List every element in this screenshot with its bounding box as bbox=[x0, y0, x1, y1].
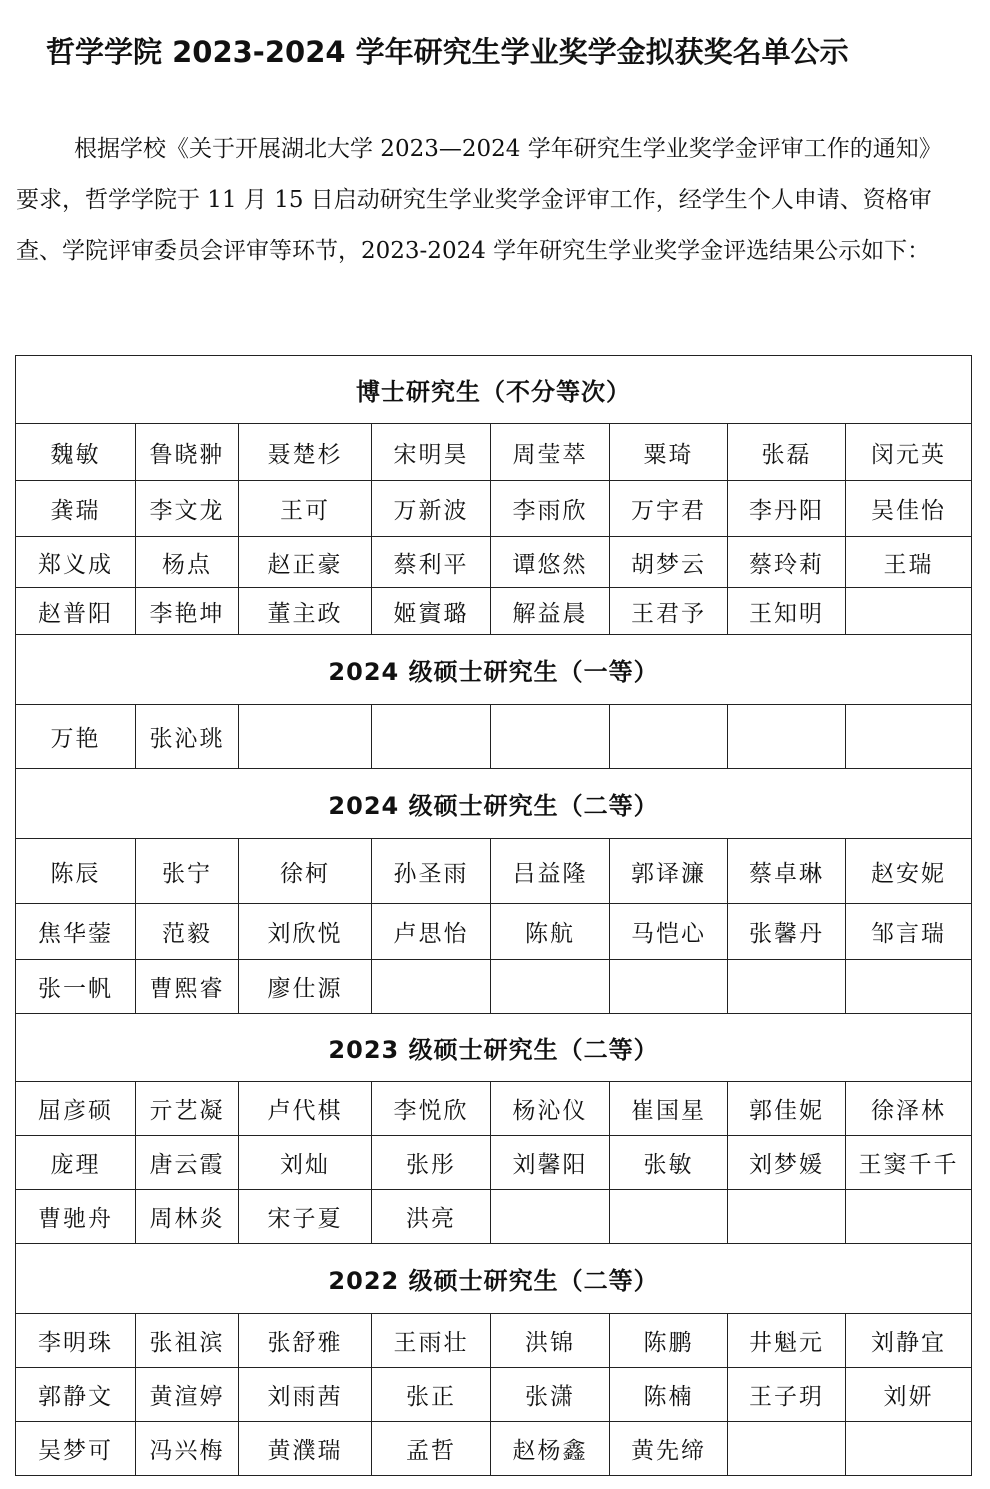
intro-paragraph bbox=[16, 124, 936, 277]
name-cell: 胡梦云 bbox=[610, 537, 728, 588]
name-cell: 周莹萃 bbox=[491, 424, 610, 481]
section-heading: 2023 级硕士研究生（二等） bbox=[16, 1014, 972, 1082]
name-cell bbox=[846, 705, 972, 769]
name-cell: 洪亮 bbox=[372, 1190, 491, 1244]
intro-line: 根据学校《关于开展湖北大学 2023—2024 学年研究生学业奖学金评审工作 bbox=[74, 136, 850, 162]
table-row bbox=[16, 481, 972, 537]
name-cell: 董主政 bbox=[239, 588, 372, 635]
section-heading: 2022 级硕士研究生（二等） bbox=[16, 1244, 972, 1314]
name-cell: 屈彦硕 bbox=[16, 1082, 136, 1136]
table-row bbox=[16, 424, 972, 481]
name-cell: 陈辰 bbox=[16, 839, 136, 904]
table-row bbox=[16, 705, 972, 769]
intro-line: 个人申请、资格审查、学院评审委员会评审等环节，2023-2024 学年研究生学业 bbox=[16, 187, 932, 264]
name-cell: 郭译濂 bbox=[610, 839, 728, 904]
name-cell: 赵杨鑫 bbox=[491, 1422, 610, 1476]
name-cell: 井魁元 bbox=[728, 1314, 846, 1368]
section-header-row bbox=[16, 1014, 972, 1082]
name-cell bbox=[728, 1422, 846, 1476]
name-cell: 李雨欣 bbox=[491, 481, 610, 537]
table-row bbox=[16, 839, 972, 904]
name-cell: 孙圣雨 bbox=[372, 839, 491, 904]
name-cell: 杨沁仪 bbox=[491, 1082, 610, 1136]
table-row bbox=[16, 904, 972, 960]
name-cell bbox=[846, 588, 972, 635]
name-cell: 吴梦可 bbox=[16, 1422, 136, 1476]
table-row bbox=[16, 1368, 972, 1422]
section-header-row bbox=[16, 769, 972, 839]
name-cell: 冯兴梅 bbox=[136, 1422, 239, 1476]
name-cell: 粟琦 bbox=[610, 424, 728, 481]
name-cell: 李丹阳 bbox=[728, 481, 846, 537]
table-row bbox=[16, 1190, 972, 1244]
name-cell: 聂楚杉 bbox=[239, 424, 372, 481]
name-cell: 张祖滨 bbox=[136, 1314, 239, 1368]
name-cell: 刘馨阳 bbox=[491, 1136, 610, 1190]
intro-line: 奖学金评选结果公示如下： bbox=[654, 238, 931, 264]
name-cell: 刘梦媛 bbox=[728, 1136, 846, 1190]
name-cell bbox=[239, 705, 372, 769]
name-cell: 孟哲 bbox=[372, 1422, 491, 1476]
name-cell: 龚瑞 bbox=[16, 481, 136, 537]
name-cell: 赵普阳 bbox=[16, 588, 136, 635]
name-cell: 唐云霞 bbox=[136, 1136, 239, 1190]
name-cell: 徐柯 bbox=[239, 839, 372, 904]
name-cell: 王知明 bbox=[728, 588, 846, 635]
name-cell: 宋明昊 bbox=[372, 424, 491, 481]
name-cell: 黄先缔 bbox=[610, 1422, 728, 1476]
name-cell: 陈航 bbox=[491, 904, 610, 960]
name-cell: 陈楠 bbox=[610, 1368, 728, 1422]
name-cell: 王窦千千 bbox=[846, 1136, 972, 1190]
name-cell: 王君予 bbox=[610, 588, 728, 635]
name-cell: 焦华蓥 bbox=[16, 904, 136, 960]
name-cell: 卢思怡 bbox=[372, 904, 491, 960]
scholarship-table bbox=[15, 355, 972, 1476]
table-row bbox=[16, 1082, 972, 1136]
name-cell: 蔡玲莉 bbox=[728, 537, 846, 588]
name-cell: 闵元英 bbox=[846, 424, 972, 481]
name-cell: 刘欣悦 bbox=[239, 904, 372, 960]
name-cell: 姬賨璐 bbox=[372, 588, 491, 635]
name-cell bbox=[728, 960, 846, 1014]
name-cell: 李文龙 bbox=[136, 481, 239, 537]
name-cell: 张彤 bbox=[372, 1136, 491, 1190]
name-cell: 曹驰舟 bbox=[16, 1190, 136, 1244]
name-cell: 魏敏 bbox=[16, 424, 136, 481]
table-row bbox=[16, 1314, 972, 1368]
name-cell: 亓艺凝 bbox=[136, 1082, 239, 1136]
table-row bbox=[16, 960, 972, 1014]
name-cell: 徐泽林 bbox=[846, 1082, 972, 1136]
section-header-row bbox=[16, 356, 972, 424]
name-cell: 李悦欣 bbox=[372, 1082, 491, 1136]
name-cell bbox=[610, 705, 728, 769]
table-row bbox=[16, 1136, 972, 1190]
name-cell: 黄濮瑞 bbox=[239, 1422, 372, 1476]
name-cell: 郭佳妮 bbox=[728, 1082, 846, 1136]
name-cell: 范毅 bbox=[136, 904, 239, 960]
name-cell: 曹熙睿 bbox=[136, 960, 239, 1014]
name-cell: 万新波 bbox=[372, 481, 491, 537]
name-cell: 刘妍 bbox=[846, 1368, 972, 1422]
name-cell: 卢代棋 bbox=[239, 1082, 372, 1136]
name-cell: 张正 bbox=[372, 1368, 491, 1422]
name-cell: 万艳 bbox=[16, 705, 136, 769]
table-row bbox=[16, 537, 972, 588]
name-cell: 郑义成 bbox=[16, 537, 136, 588]
name-cell: 张潇 bbox=[491, 1368, 610, 1422]
name-cell: 赵安妮 bbox=[846, 839, 972, 904]
name-cell bbox=[728, 1190, 846, 1244]
name-cell: 邹言瑞 bbox=[846, 904, 972, 960]
name-cell: 吴佳怡 bbox=[846, 481, 972, 537]
name-cell bbox=[372, 960, 491, 1014]
name-cell: 郭静文 bbox=[16, 1368, 136, 1422]
name-cell: 洪锦 bbox=[491, 1314, 610, 1368]
name-cell bbox=[728, 705, 846, 769]
name-cell: 刘雨茜 bbox=[239, 1368, 372, 1422]
name-cell bbox=[610, 960, 728, 1014]
name-cell: 张一帆 bbox=[16, 960, 136, 1014]
name-cell: 杨点 bbox=[136, 537, 239, 588]
name-cell: 张沁珧 bbox=[136, 705, 239, 769]
section-heading: 博士研究生（不分等次） bbox=[16, 356, 972, 424]
section-heading: 2024 级硕士研究生（二等） bbox=[16, 769, 972, 839]
name-cell bbox=[846, 1190, 972, 1244]
name-cell: 鲁晓翀 bbox=[136, 424, 239, 481]
table-row bbox=[16, 1422, 972, 1476]
name-cell: 黄渲婷 bbox=[136, 1368, 239, 1422]
section-header-row bbox=[16, 1244, 972, 1314]
name-cell: 李艳坤 bbox=[136, 588, 239, 635]
section-heading: 2024 级硕士研究生（一等） bbox=[16, 635, 972, 705]
name-cell: 万宇君 bbox=[610, 481, 728, 537]
name-cell: 张舒雅 bbox=[239, 1314, 372, 1368]
table-row bbox=[16, 588, 972, 635]
name-cell: 蔡卓琳 bbox=[728, 839, 846, 904]
name-cell: 崔国星 bbox=[610, 1082, 728, 1136]
name-cell bbox=[846, 1422, 972, 1476]
page-title: 哲学学院 2023-2024 学年研究生学业奖学金拟获奖名单公示 bbox=[46, 35, 849, 69]
name-cell: 王雨壮 bbox=[372, 1314, 491, 1368]
name-cell bbox=[610, 1190, 728, 1244]
name-cell bbox=[846, 960, 972, 1014]
section-header-row bbox=[16, 635, 972, 705]
name-cell bbox=[372, 705, 491, 769]
name-cell: 庞理 bbox=[16, 1136, 136, 1190]
name-cell: 吕益隆 bbox=[491, 839, 610, 904]
name-cell: 李明珠 bbox=[16, 1314, 136, 1368]
name-cell: 解益晨 bbox=[491, 588, 610, 635]
intro-line: 的通知》要求，哲学学院于 11 月 15 日启动研究生学业奖学金评审工作，经学生 bbox=[16, 136, 931, 213]
name-cell bbox=[491, 1190, 610, 1244]
name-cell: 赵正豪 bbox=[239, 537, 372, 588]
name-cell: 陈鹏 bbox=[610, 1314, 728, 1368]
name-cell: 王瑞 bbox=[846, 537, 972, 588]
name-cell bbox=[491, 705, 610, 769]
name-cell: 谭悠然 bbox=[491, 537, 610, 588]
name-cell: 张敏 bbox=[610, 1136, 728, 1190]
name-cell: 王可 bbox=[239, 481, 372, 537]
name-cell bbox=[491, 960, 610, 1014]
name-cell: 廖仕源 bbox=[239, 960, 372, 1014]
name-cell: 刘静宜 bbox=[846, 1314, 972, 1368]
name-cell: 张宁 bbox=[136, 839, 239, 904]
name-cell: 王子玥 bbox=[728, 1368, 846, 1422]
name-cell: 张磊 bbox=[728, 424, 846, 481]
name-cell: 蔡利平 bbox=[372, 537, 491, 588]
name-cell: 张馨丹 bbox=[728, 904, 846, 960]
name-cell: 刘灿 bbox=[239, 1136, 372, 1190]
name-cell: 马恺心 bbox=[610, 904, 728, 960]
name-cell: 周林炎 bbox=[136, 1190, 239, 1244]
name-cell: 宋子夏 bbox=[239, 1190, 372, 1244]
